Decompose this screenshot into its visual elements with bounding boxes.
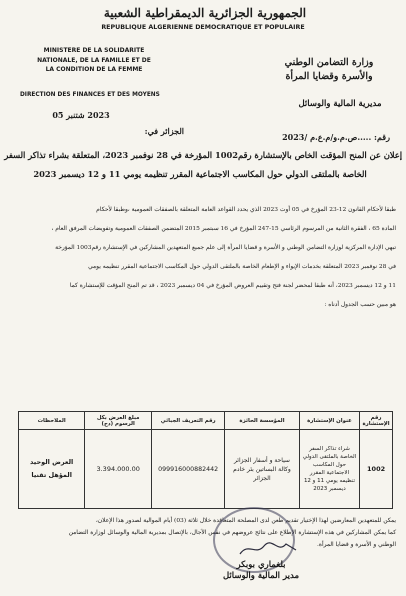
announcement-title-line-1: إعلان عن المنح المؤقت الخاص بالإستشارة رقم1002 المؤرخة في 28 نوفمبر 2023، المتعلقة بشراء تذاكر السفر (4, 150, 402, 160)
body-line-5: 11 و 12 ديسمبر 2023، أنه طبقا لمحضر لجنة فتح وتقييم العروض المؤرخ في 04 ديسمبر 2023 ، قد تم المنح المؤقت للإستشارة كما (69, 283, 396, 289)
col-tax-id: رقم التعريف الجبائي (152, 412, 225, 430)
ar-direction: مديرية المالية والوسائل (298, 99, 382, 109)
col-consultation-title: عنوان الإستشارة (299, 412, 359, 430)
ar-ministry-block (276, 56, 382, 84)
footer-text (8, 515, 396, 551)
ar-ministry-line-2: والأسرة وقضايا المرأة (285, 71, 373, 82)
cell-number: 1002 (360, 430, 393, 509)
body-line-2: المادة 65 ، الفقرة الثانية من المرسوم الرئاسي 15-247 المؤرخ في 16 سبتمبر 2015 المتضمن الصفقات العمومية وتفويضات المرفق العام ، (51, 226, 396, 232)
fr-direction: DIRECTION DES FINANCES ET DES MOYENS (20, 92, 160, 98)
col-awarded-company: المؤسسة الحائزة (225, 412, 300, 430)
col-consultation-number: رقم الإستشارة (360, 412, 393, 430)
footer-line-2: كما يمكن المشاركين في هذه الإستشارة الإطلاع على نتائج عروضهم في نفس الآجال، بالإتصال بمديرية المالية والوسائل لوزارة التضامن (68, 530, 396, 536)
fr-republic-title: REPUBLIQUE ALGERIENNE DEMOCRATIQUE ET POPULAIRE (101, 24, 305, 31)
body-line-4: في 28 نوفمبر 2023 المتعلقة بخدمات الإيواء و الإطعام الخاصة بالملتقى الدولي حول المكاسب الاجتماعية المقرر تنظيمه يومي (88, 264, 396, 270)
announcement-title-line-2: الخاصة بالملتقى الدولي حول المكاسب الاجتماعية المقرر تنظيمه يومي 11 و 12 ديسمبر 2023 (33, 169, 367, 179)
table-row (19, 430, 393, 509)
cell-company: سياحة و أسفار الجزائر وكالة البساتين بئر خادم الجزائر (225, 430, 300, 509)
award-table (18, 411, 393, 509)
cell-notes: العرض الوحيد المؤهل تقنيا (19, 430, 85, 509)
footer-line-1: يمكن للمتعهدين المعارضين لهذا الإختيار تقديم طعن لدى المصلحة المتعاقدة خلال ثلاثة (03) أيام الموالية لصدور هذا الإعلان، (95, 518, 396, 524)
signature-block (216, 560, 306, 582)
cell-amount: 3.394.000.00 (85, 430, 152, 509)
date-label: الجزائر في: (144, 126, 184, 136)
ar-ministry-line-1: وزارة التضامن الوطني (284, 57, 374, 68)
handwritten-signature-icon (238, 540, 298, 558)
fr-ministry-block (33, 46, 155, 75)
reference-number: رقم: .....ص.م.و/م.ع.م /2023 (282, 132, 390, 142)
fr-ministry-line-3: LA CONDITION DE LA FEMME (45, 66, 143, 73)
body-line-3: تبهي الإدارة المركزية لوزارة التضامن الوطني و الأسرة و قضايا المرأة إلى علم جميع المتعهدين المشاركين في الإستشارة رقم1003 المؤرخة (55, 245, 396, 251)
signatory-name: بلغماري بوبكر (236, 560, 286, 570)
fr-ministry-line-2: NATIONALE, DE LA FAMILLE ET DE (37, 56, 151, 64)
cell-subject: شراء تذاكر السفر الخاصة بالملتقى الدولي حول المكاسب الاجتماعية المقرر تنظيمه يومي 11 و 12 ديسمبر 2023 (299, 430, 359, 509)
col-notes: الملاحظات (19, 412, 85, 430)
table-header-row (19, 412, 393, 430)
body-line-1: طبقا لأحكام القانون 12-23 المؤرخ في 05 أوت 2023 الذي يحدد القواعد العامة المتعلقة بالصفقات العمومية ،وطبقا لأحكام (96, 207, 396, 213)
body-text (8, 201, 396, 315)
fr-ministry-line-1: MINISTERE DE LA SOLIDARITE (43, 47, 145, 54)
ar-republic-title: الجمهورية الجزائرية الديمقراطية الشعبية (103, 6, 307, 20)
signatory-role: مدير المالية والوسائل (222, 571, 300, 581)
footer-line-3: الوطني و الأسرة و قضايا المرأة. (316, 542, 396, 548)
col-amount: مبلغ العرض بكل الرسوم (دج) (85, 412, 152, 430)
cell-tax-id: 099916000882442 (152, 430, 225, 509)
handwritten-date: 2023 شتنبر 05 (52, 110, 110, 120)
body-line-6: هو مبين حسب الجدول أدناه : (324, 302, 396, 308)
